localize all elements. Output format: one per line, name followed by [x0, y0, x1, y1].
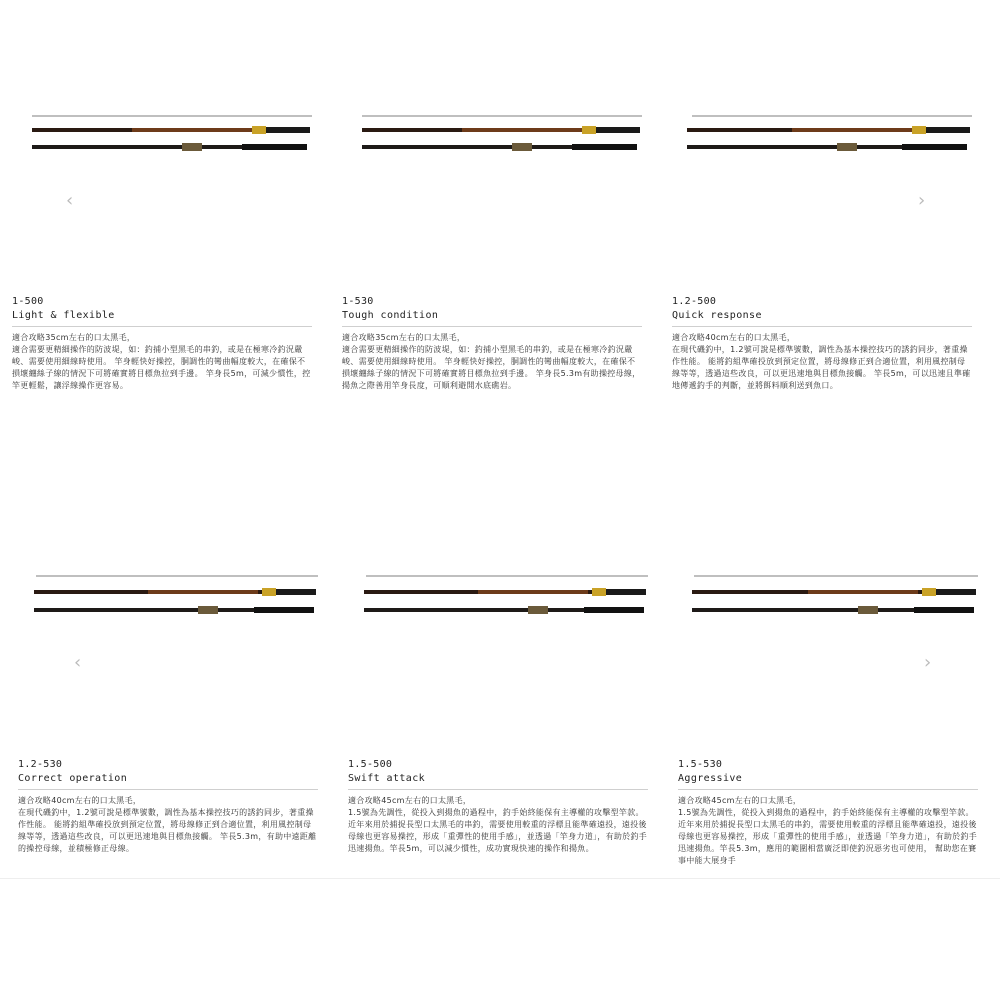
product-name: Quick response [672, 310, 762, 321]
chevron-right-icon[interactable]: › [918, 190, 926, 211]
divider [348, 789, 648, 790]
divider [678, 789, 978, 790]
product-description: 適合攻略40cm左右的口太黑毛， 在現代磯釣中，1.2號可說是標準號數，調性為基本操控技巧的誘釣同步，著重操作性能。 能將釣組準確投放到預定位置，將母線修正到合適位置，利用風控制母線等等，透過這些改良，可以更迅速地與目標魚接觸。 竿長5m，可以迅速且準確地傳遞釣手的判斷，並將餌料順利送到魚口。 [672, 333, 971, 390]
divider [672, 326, 972, 327]
divider [12, 326, 312, 327]
product-name: Swift attack [348, 773, 426, 784]
product-name: Aggressive [678, 773, 743, 784]
product-code: 1.5-500 [348, 759, 393, 770]
rod-image [18, 566, 318, 626]
chevron-right-icon[interactable]: › [924, 652, 932, 673]
rod-image [678, 566, 978, 626]
chevron-left-icon[interactable]: ‹ [74, 652, 82, 673]
rod-image [348, 566, 648, 626]
rod-image [12, 110, 312, 170]
product-name: Tough condition [342, 310, 439, 321]
bottom-divider [0, 878, 1000, 879]
product-code: 1.5-530 [678, 759, 723, 770]
rod-image [672, 110, 972, 170]
product-name: Light & flexible [12, 310, 115, 321]
product-code: 1.2-500 [672, 296, 717, 307]
rod-image [342, 110, 642, 170]
product-description: 適合攻略35cm左右的口太黑毛， 適合需要更精細操作的防波堤，如：釣捕小型黑毛的串釣，或是在極寒冷釣況嚴峻、需要使用細線時使用。 竿身輕快好操控，胴調性的彎曲幅度較大，在確保不損壞纏絲子線的情況下可將確實將目標魚拉到手邊。 竿身長5m，可減少慣性，控竿更輕鬆，讓浮線操作更容易。 [12, 333, 311, 390]
product-code: 1-500 [12, 296, 44, 307]
product-name: Correct operation [18, 773, 128, 784]
product-description: 適合攻略40cm左右的口太黑毛， 在現代磯釣中，1.2號可說是標準號數，調性為基本操控技巧的誘釣同步，著重操作性能。 能將釣組準確投放到預定位置，將母線修正到合適位置，利用風控制母線等等，透過這些改良，可以更迅速地與目標魚接觸。 竿長5.3m，有助中遠距離的操控母線，並積極修正母線。 [18, 796, 317, 853]
product-description: 適合攻略35cm左右的口太黑毛， 適合需要更精細操作的防波堤，如：釣捕小型黑毛的串釣，或是在極寒冷釣況嚴峻、需要使用細線時使用。 竿身輕快好操控，胴調性的彎曲幅度較大，在確保不損壞纏絲子線的情況下可將確實將目標魚拉到手邊。 竿身長5.3m有助操控母線，揚魚之際善用竿身長度，可順利避開水底礁岩。 [342, 333, 641, 390]
divider [342, 326, 642, 327]
product-code: 1.2-530 [18, 759, 63, 770]
product-description: 適合攻略45cm左右的口太黑毛， 1.5號為先調性，從投入到揚魚的過程中，釣手始終能保有主導權的攻擊型竿款。 近年來用於捕捉長型口太黑毛的串釣，需要使用較重的浮標且能準確遠投，遠投後母線也更容易操控，形成「重彈性的使用手感」，並透過「竿身力道」，有助於釣手迅速揚魚。竿長5.3m，應用的範圍相當廣泛即使釣況惡劣也可使用， 幫助您在賽事中能大展身手 [678, 796, 978, 865]
chevron-left-icon[interactable]: ‹ [66, 190, 74, 211]
product-code: 1-530 [342, 296, 374, 307]
divider [18, 789, 318, 790]
product-description: 適合攻略45cm左右的口太黑毛， 1.5號為先調性，從投入到揚魚的過程中，釣手始終能保有主導權的攻擊型竿款。 近年來用於捕捉長型口太黑毛的串釣，需要使用較重的浮標且能準確遠投，遠投後母線也更容易操控，形成「重彈性的使用手感」，並透過「竿身力道」，有助於釣手迅速揚魚。竿長5m，可以減少慣性，成功實現快速的操作和揚魚。 [348, 796, 648, 853]
